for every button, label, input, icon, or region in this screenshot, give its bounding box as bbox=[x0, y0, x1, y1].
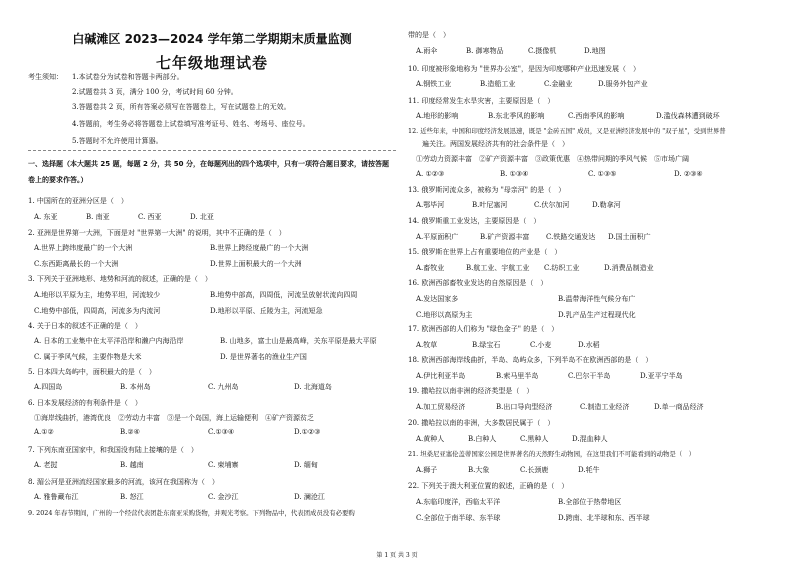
option: A.牧草 bbox=[416, 341, 438, 349]
option: C.制造工业经济 bbox=[580, 403, 630, 411]
question-stem: 18. 欧洲西部海岸线曲折，半岛、岛屿众多，下列半岛不在欧洲西部的是（ ） bbox=[408, 356, 653, 364]
option: C.①③④ bbox=[208, 428, 235, 436]
option: D.消费品制造业 bbox=[604, 264, 654, 272]
option: D. ②③④ bbox=[674, 170, 703, 178]
option: C.黑种人 bbox=[520, 435, 549, 443]
option: D.乳产品生产过程现代化 bbox=[558, 311, 636, 319]
option: A.平原面积广 bbox=[416, 233, 459, 241]
option: A. 老挝 bbox=[34, 461, 58, 469]
question-stem: 22. 下列关于澳大利亚位置的叙述，正确的是（ ） bbox=[408, 482, 569, 490]
option: B. 山地多，富士山是最高峰，关东平原是最大平原 bbox=[220, 337, 377, 345]
option: B.全部位于热带地区 bbox=[558, 498, 622, 506]
option: D.单一商品经济 bbox=[654, 403, 704, 411]
option: D.服务外包产业 bbox=[598, 80, 648, 88]
question-stem: 13. 俄罗斯河流众多，被称为 "母亲河" 的是（ ） bbox=[408, 186, 566, 194]
option: B. ①③④ bbox=[500, 170, 529, 178]
option: B.大象 bbox=[468, 466, 490, 474]
option: D.世界上面积最大的一个大洲 bbox=[210, 260, 302, 268]
question-stem: 2. 亚洲是世界第一大洲，下面是对 "世界第一大洲" 的说明，其中不正确的是（ ） bbox=[28, 229, 286, 237]
option-statements: ①劳动力资源丰富 ②矿产资源丰富 ③政策优惠 ④热带问期的季风气候 ⑤市场广阔 bbox=[416, 155, 689, 163]
notice-item: 2.试题卷共 3 页，满分 100 分，考试时间 60 分钟。 bbox=[72, 88, 238, 96]
question-stem: 14. 俄罗斯重工业发达，主要原因是（ ） bbox=[408, 217, 541, 225]
option: B.地势中部高，四周低，河流呈放射状流向四周 bbox=[210, 291, 358, 299]
question-stem-cont: 带的是（ ） bbox=[408, 31, 450, 39]
notice-item: 4.答题前，考生务必将答题卷上试卷填写准考证号、姓名、考场号、座位号。 bbox=[72, 120, 310, 128]
option: D.亚平宁半岛 bbox=[640, 372, 683, 380]
option: ①海岸线曲折，港湾优良 ②劳动力丰富 ③是一个岛国，海上运输便利 ④矿产资源贫乏 bbox=[34, 414, 314, 422]
option: A. 雅鲁藏布江 bbox=[34, 493, 79, 501]
option: A.地形以平原为主，地势平坦，河流较少 bbox=[34, 291, 161, 299]
option: A.东临印度洋，西临太平洋 bbox=[416, 498, 501, 506]
option: D.勒拿河 bbox=[592, 201, 621, 209]
section-heading-cont: 卷上的要求作答。） bbox=[28, 176, 88, 184]
option: B.索马里半岛 bbox=[496, 372, 539, 380]
option: A.畜牧业 bbox=[416, 264, 445, 272]
option: D.水稻 bbox=[578, 341, 600, 349]
section-heading: 一、选择题（本大题共 25 题，每题 2 分，共 50 分，在每题列出的四个选项中，只有一项符合题目要求，请按答题 bbox=[28, 160, 389, 168]
option: B.温带海洋性气候分布广 bbox=[558, 295, 636, 303]
option: B. 本州岛 bbox=[120, 383, 151, 391]
option: C.金融业 bbox=[544, 80, 573, 88]
question-stem: 19. 撒哈拉以南非洲的经济类型是（ ） bbox=[408, 387, 534, 395]
option: A.世界上跨纬度最广的一个大洲 bbox=[34, 244, 133, 252]
option: B. 越南 bbox=[120, 461, 144, 469]
option: D.牦牛 bbox=[578, 466, 600, 474]
question-stem: 5. 日本四大岛屿中，面积最大的是（ ） bbox=[28, 368, 156, 376]
option: C.铁路交通发达 bbox=[546, 233, 596, 241]
option: D. 澜沧江 bbox=[294, 493, 325, 501]
option: A.黄种人 bbox=[416, 435, 445, 443]
question-stem: 16. 欧洲西部畜牧业发达的自然原因是（ ） bbox=[408, 279, 548, 287]
question-stem: 4. 关于日本的叙述不正确的是（ ） bbox=[28, 322, 142, 330]
option: A.狮子 bbox=[416, 466, 438, 474]
option: A.鄂毕河 bbox=[416, 201, 445, 209]
option: B. 御寒物品 bbox=[466, 47, 504, 55]
question-stem: 20. 撒哈拉以南的非洲，大多数居民属于（ ） bbox=[408, 419, 555, 427]
option: C.东西距离最长的一个大洲 bbox=[34, 260, 119, 268]
option: C. 西亚 bbox=[138, 213, 162, 221]
option: B.世界上跨经度最广的一个大洲 bbox=[210, 244, 309, 252]
divider bbox=[28, 150, 396, 151]
option: C.伏尔加河 bbox=[534, 201, 570, 209]
option: B.矿产资源丰富 bbox=[480, 233, 530, 241]
question-stem: 9. 2024 年春节期间，广州的一个经营代表团赴东南亚采购货物，并观光考察。下列物品中，代表团成员没有必要购 bbox=[28, 509, 355, 517]
option: A.四国岛 bbox=[34, 383, 63, 391]
option: B. 怒江 bbox=[120, 493, 144, 501]
option: A.加工贸易经济 bbox=[416, 403, 466, 411]
question-stem: 17. 欧洲西部的人们称为 "绿色金子" 的是（ ） bbox=[408, 325, 559, 333]
option: B.造船工业 bbox=[480, 80, 516, 88]
option: A.雨伞 bbox=[416, 47, 438, 55]
option: B. 南亚 bbox=[86, 213, 110, 221]
option: A. 日本的工业集中在太平洋沿岸和濑户内海沿岸 bbox=[34, 337, 184, 345]
question-stem: 15. 俄罗斯在世界上占有重要地位的产业是（ ） bbox=[408, 248, 562, 256]
option: B.绿宝石 bbox=[472, 341, 501, 349]
notice-item: 5.答题时不允许使用计算器。 bbox=[72, 137, 163, 145]
option: A.钢铁工业 bbox=[416, 80, 452, 88]
question-stem: 7. 下列东南亚国家中，和我国没有陆上接壤的是（ ） bbox=[28, 446, 198, 454]
question-stem: 8. 湄公河是亚洲流经国家最多的河流，该河在我国称为（ ） bbox=[28, 478, 219, 486]
option: A. ①②③ bbox=[416, 170, 445, 178]
option: D. 北亚 bbox=[190, 213, 214, 221]
option: A.发达国家多 bbox=[416, 295, 459, 303]
option: B.叶尼塞河 bbox=[472, 201, 508, 209]
question-stem-cont: 遍关注。两国发展经济共有的社会条件是（ ） bbox=[422, 140, 569, 148]
option: B.东北季风的影响 bbox=[488, 112, 545, 120]
option: D.地图 bbox=[584, 47, 606, 55]
option: D. 北海道岛 bbox=[294, 383, 332, 391]
option: D. 缅甸 bbox=[294, 461, 318, 469]
option: C.摄像机 bbox=[528, 47, 557, 55]
option: C.西南季风的影响 bbox=[568, 112, 625, 120]
option: C.小麦 bbox=[530, 341, 552, 349]
option: D. 是世界著名的渔业生产国 bbox=[220, 353, 307, 361]
option: A. 东亚 bbox=[34, 213, 58, 221]
option: B.②④ bbox=[120, 428, 140, 436]
option: C.长颈鹿 bbox=[520, 466, 549, 474]
option: D.国土面积广 bbox=[608, 233, 651, 241]
question-stem: 10. 印度被形象地称为 "世界办公室"，是因为印度哪种产业迅速发展（ ） bbox=[408, 65, 641, 73]
option: B.出口导向型经济 bbox=[496, 403, 553, 411]
option: D.混血种人 bbox=[572, 435, 608, 443]
option: C. 九州岛 bbox=[208, 383, 239, 391]
option: C.地形以高原为主 bbox=[416, 311, 473, 319]
option: C.地势中部低，四周高，河流多为内流河 bbox=[34, 307, 161, 315]
question-stem: 3. 下列关于亚洲地形、地势和河流的叙述，正确的是（ ） bbox=[28, 275, 212, 283]
option: B.白种人 bbox=[468, 435, 497, 443]
option: C.纺织工业 bbox=[544, 264, 580, 272]
question-stem: 11. 印度经常发生水旱灾害，主要原因是（ ） bbox=[408, 97, 555, 105]
question-stem: 21. 坦桑尼亚塞伦盖蒂国家公园是世界著名的天然野生动物园，在这里我们不可能看到的动物是（ ） bbox=[408, 450, 695, 458]
option: D.①②③ bbox=[294, 428, 321, 436]
option: D.滥伐森林遭到破坏 bbox=[656, 112, 720, 120]
question-stem: 1. 中国所在的亚洲分区是（ ） bbox=[28, 197, 128, 205]
exam-title: 白碱滩区 2023—2024 学年第二学期期末质量监测 bbox=[72, 32, 352, 46]
option: A.伊比利亚半岛 bbox=[416, 372, 466, 380]
notice-item: 1.本试卷分为试卷和答题卡两部分。 bbox=[72, 73, 184, 81]
option: A.①② bbox=[34, 428, 54, 436]
page-footer: 第 1 页 共 3 页 bbox=[376, 552, 418, 559]
option: C. ①③⑤ bbox=[588, 170, 617, 178]
option: C. 属于季风气候，主要作物是大米 bbox=[34, 353, 142, 361]
option: C. 金沙江 bbox=[208, 493, 239, 501]
option: A.地形的影响 bbox=[416, 112, 459, 120]
notice-item: 3.答题卷共 2 页，所有答案必须写在答题卷上，写在试题卷上的无效。 bbox=[72, 103, 291, 111]
option: D.地形以平原、丘陵为主，河流短急 bbox=[210, 307, 323, 315]
question-stem: 6. 日本发展经济的有利条件是（ ） bbox=[28, 399, 142, 407]
option: C.巴尔干半岛 bbox=[568, 372, 611, 380]
exam-subject: 七年级地理试卷 bbox=[155, 54, 268, 72]
notice-label: 考生须知： bbox=[28, 73, 63, 81]
option: D.跨南、北半球和东、西半球 bbox=[558, 514, 650, 522]
option: C. 柬埔寨 bbox=[208, 461, 239, 469]
question-stem: 12. 近些年来，中国和印度经济发展迅速，既是 "金砖五国" 成员，又是亚洲经济发展中的 "双子星"，受到世界普 bbox=[408, 127, 726, 135]
option: C.全部位于南半球、东半球 bbox=[416, 514, 501, 522]
option: B.航工业、宇航工业 bbox=[466, 264, 530, 272]
